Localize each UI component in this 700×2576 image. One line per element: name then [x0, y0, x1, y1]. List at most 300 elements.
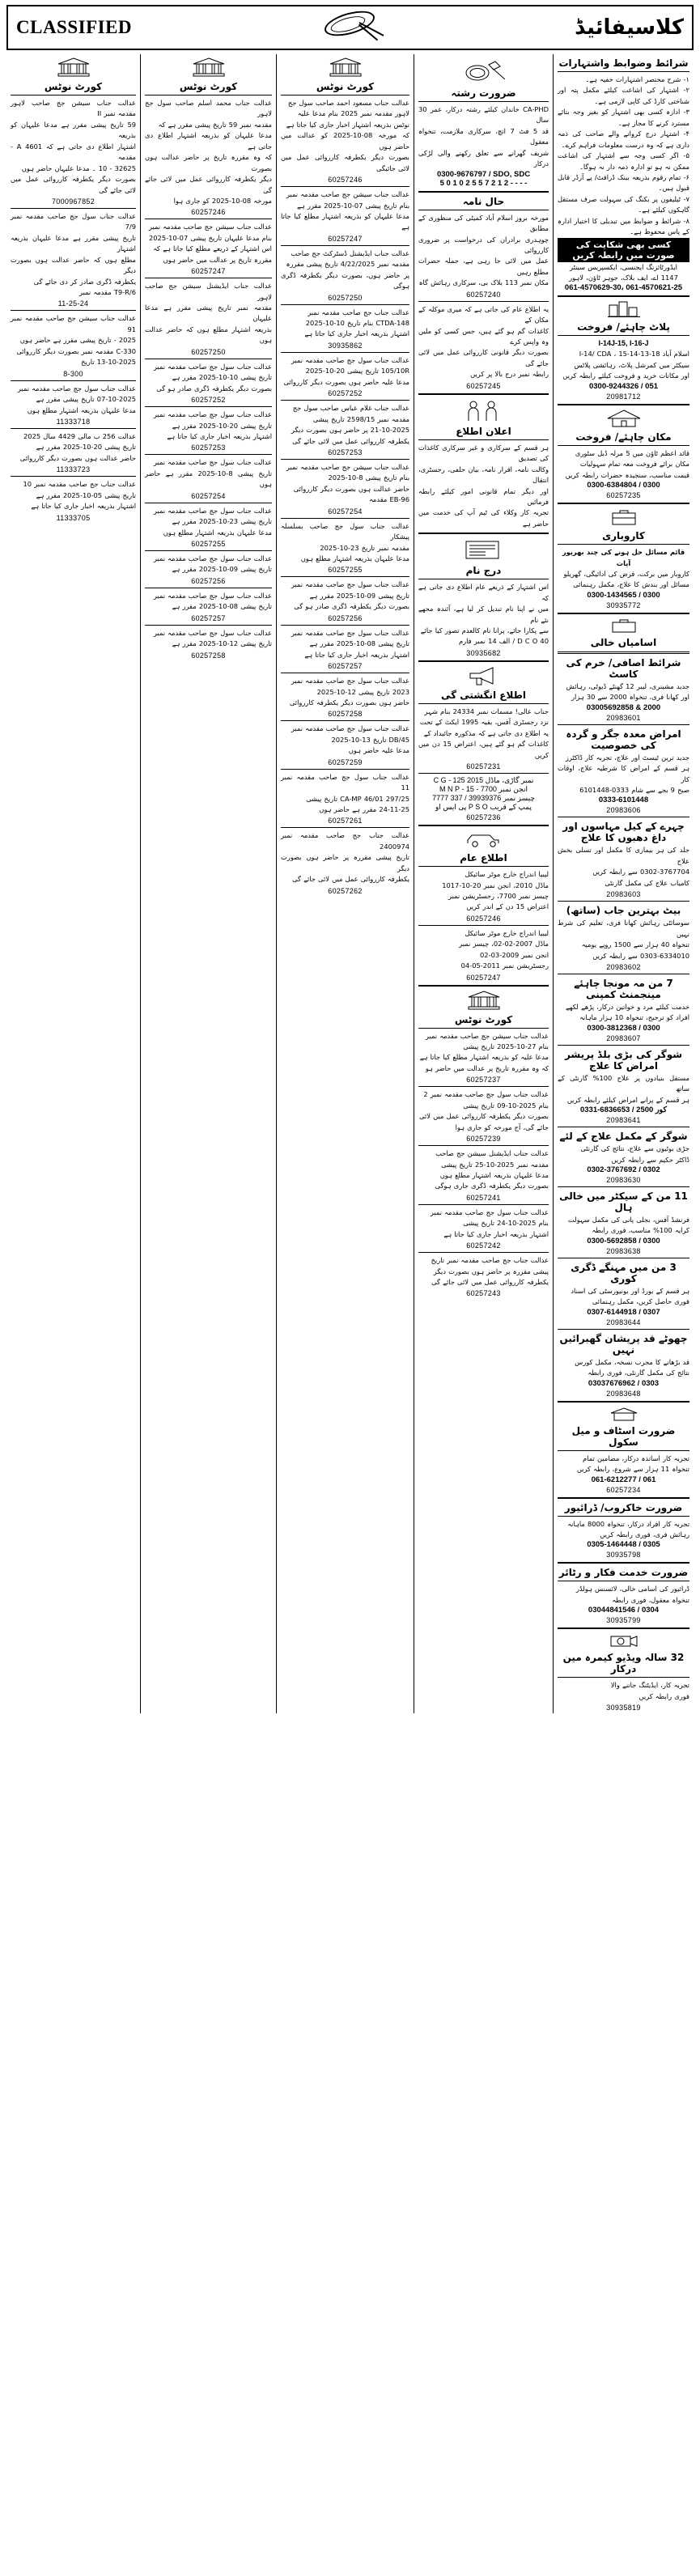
- ad-reference: 11-25-24: [57, 299, 89, 308]
- court-notice: [145, 410, 272, 452]
- court-notice: [145, 591, 272, 622]
- ad-line: بصورت دیگر یکطرفہ ڈگری صادر ہو گی: [156, 384, 272, 393]
- ad-line: بنام 2025-10-09 تاریخ پیشی: [463, 1101, 549, 1110]
- section-heading-rishta: ضرورت رشتہ: [451, 87, 516, 99]
- ad-line: تاریخ پیشی 08-10-2025 مقرر ہے: [309, 639, 409, 648]
- newspaper-icon: [418, 537, 549, 562]
- ad-line: مسائل اور بندش کا علاج، مکمل رہنمائی: [573, 580, 689, 589]
- ad-reference: 60257253: [191, 443, 226, 452]
- ad-line: جائے گی، آج مورخہ کو جاری ہوا: [455, 1122, 549, 1131]
- ad-reference: 60257234: [606, 1485, 641, 1494]
- job-ad: [558, 1190, 689, 1255]
- job-phone: 0300-3812368 / 0300: [587, 1023, 660, 1033]
- ad-line: تجربہ کار وکلاء کی ٹیم آپ کی خدمت میں حاضر ہے: [418, 508, 549, 528]
- job-title: ضرورت اسٹاف و میل سکول: [571, 1424, 676, 1448]
- ad-line: عدالت جناب سول جج صاحب مقدمہ نمبر: [153, 410, 272, 419]
- term-item: ۱- شرح مختصر اشتہارات خفیہ ہے۔: [585, 75, 689, 83]
- ad-line: مطلع ہوں کہ حاضر عدالت ہوں بصورت دیگر: [11, 255, 136, 275]
- business-bag-icon: [558, 507, 689, 527]
- job-phone: 0331-6836653 / 2500 کور: [579, 1106, 667, 1115]
- ad-line: مستقل بنیادوں پر علاج 100% گارنٹی کے ساتھ: [558, 1073, 689, 1093]
- ad-reference: 20983648: [606, 1389, 641, 1398]
- court-notice-body: [418, 1148, 549, 1192]
- ad-line: مدعا علیہان بذریعہ اشتہار مطلع ہوں: [27, 405, 136, 414]
- briefcase-icon: [558, 617, 689, 634]
- ad-line: خدمت کیلئے مرد و خواتین درکار، پڑھے لکھے: [566, 1002, 689, 1011]
- ad-reference: 60257236: [466, 813, 501, 822]
- court-notice: [281, 248, 409, 302]
- ad-line: عدالت جناب سول جج صاحب مقدمہ نمبر: [291, 724, 409, 733]
- column-court-notices-3: [276, 54, 414, 1713]
- ad-line: اشتہار بذریعہ اخبار جاری کیا جاتا ہے: [443, 1229, 549, 1238]
- ad-line: سیکٹر میں کمرشل پلاٹ، رہائشی پلاٹس: [574, 360, 689, 369]
- ad-reference: 60257250: [328, 293, 363, 302]
- ad-line: بنام تاریخ پیشی 07-10-2025 مقرر ہے: [296, 201, 409, 210]
- ad-line: لاہور مقدمہ نمبر 2025 بنام مدعا علیہ: [297, 109, 409, 118]
- ad-line: نتائج کی مکمل گارنٹی، فوری رابطہ: [588, 1369, 689, 1377]
- ad-line: ہر قسم کے سرکاری و غیر سرکاری کاغذات کی تصدیق: [418, 443, 549, 463]
- court-notice: [281, 308, 409, 350]
- ad-line: رابطہ نمبر درج بالا پر کریں: [470, 370, 549, 379]
- ad-line: پر حاضر ہوں، بصورت دیگر یکطرفہ ڈگری ہوگی: [281, 270, 409, 291]
- court-notice: [11, 313, 136, 377]
- section-heading-plots: پلاٹ چاہئے/ فروخت: [577, 321, 670, 333]
- court-notice-body: [418, 1089, 549, 1133]
- ad-line: 59 تاریخ پیشی مقرر ہے مدعا علیہان کو بذریعہ: [11, 120, 136, 140]
- ad-reference: 60257250: [191, 347, 226, 356]
- ad-reference: 20983638: [606, 1246, 641, 1255]
- ad-line: 07-10-2025 تاریخ پیشی مقرر ہے: [36, 395, 136, 404]
- ad-line: بصورت دیگر یکطرفہ کارروائی عمل میں لائی: [419, 1112, 549, 1121]
- alert-body: [418, 707, 549, 761]
- ad-line: دیگر یکطرفہ کارروائی عمل میں لائی جائے گی: [145, 175, 272, 194]
- ad-line: اشتہار بذریعہ اخبار جاری کیا جاتا ہے: [304, 650, 409, 659]
- ad-line: 2023 تاریخ پیشی 12-10-2025: [316, 687, 409, 696]
- ad-reference: 60257246: [466, 914, 501, 923]
- section-heading-notice: حال نامہ: [462, 195, 505, 207]
- ad-reference: 60257241: [466, 1193, 501, 1202]
- ad-reference: 60257243: [466, 1289, 501, 1298]
- ad-line: ماڈل 2010، انجن نمبر 20-10-1017: [442, 881, 549, 889]
- ad-line: تاریخ پیشی 09-10-2025 مقرر ہے: [172, 565, 272, 574]
- ad-line: بنام تاریخ پیشی 8-10-2025: [328, 473, 409, 482]
- ad-line: 148-CTDA بنام تاریخ 10-10-2025: [305, 319, 409, 327]
- term-item: ۵- اگر کسی وجہ سے اشتہار کی اشاعت ممکن نہ ہو تو ادارہ ذمہ دار نہ ہوگا۔: [558, 151, 689, 171]
- ad-line: بصورت دیگر یکطرفہ ڈگری جاری ہوگی: [435, 1182, 549, 1190]
- ad-line: 21-10-2025 پر حاضر ہوں بصورت دیگر: [291, 426, 409, 435]
- ad-line: 13-10-2025 تاریخ: [81, 358, 136, 367]
- ad-line: کہ وہ مقررہ تاریخ پر حاضر عدالت ہوں بصورت: [145, 153, 272, 172]
- ad-line: یہ اطلاع دی جاتی ہے کہ مذکورہ جائیداد کے: [423, 728, 549, 737]
- job-phone: 061-6212277 / 061: [591, 1475, 656, 1484]
- job-title: چھوٹے قد پریشان گھبرائیں نہیں: [559, 1332, 688, 1356]
- column-court-notices-5: [6, 54, 140, 1713]
- term-item: ۴- اشتہار درج کروانے والے صاحب کی ذمہ داری ہے کہ وہ درست معلومات فراہم کرے۔: [558, 129, 689, 149]
- ad-reference: 60257252: [191, 396, 226, 405]
- ad-reference: 7000967852: [51, 197, 95, 206]
- ad-line: اشتہار بذریعہ اخبار جاری کیا جاتا ہے: [304, 329, 409, 338]
- rishta-phone: 0300-9676797 / SDO, SDC: [436, 169, 531, 179]
- ad-line: عدالت جناب سیشن جج صاحب مقدمہ نمبر: [286, 190, 409, 199]
- ad-line: تاریخ پیشی 08-10-2025 مقرر ہے: [172, 602, 272, 611]
- term-item: ۸- شرائط و ضوابط میں تبدیلی کا اختیار ادارہ کے پاس محفوظ ہے۔: [558, 216, 689, 236]
- ad-reference: 60257246: [328, 176, 363, 185]
- job-ad: [558, 821, 689, 898]
- ad-line: عدالت جناب ایڈیشنل سیشن جج صاحب لاہور: [145, 282, 272, 301]
- ad-line: عدالت جناب سول جج صاحب مقدمہ نمبر 2: [423, 1090, 549, 1099]
- column-rishta-and-notices: [414, 54, 553, 1713]
- job-title: بیٹ بہترین جاب (ساتھ): [566, 905, 681, 917]
- house-ad-body: [558, 448, 689, 481]
- ad-reference: 60257247: [328, 234, 363, 243]
- ad-reference: 60257254: [328, 507, 363, 516]
- court-notice: [145, 457, 272, 499]
- ad-line: قیمت مناسب، سنجیدہ حضرات رابطہ کریں: [565, 470, 689, 479]
- ad-reference: 60257257: [328, 662, 363, 671]
- ad-line: لیبیا اندراج خارج موٹر سائیکل: [465, 870, 549, 879]
- job-phone: 03037676962 / 0303: [588, 1378, 660, 1388]
- ad-line: تاریخ پیشی 20-10-2025 مقرر ہے: [172, 421, 272, 430]
- ad-line: مقدمہ نمبر 2025-10-25 تاریخ پیشی: [441, 1160, 549, 1169]
- term-item: ۲- اشتہار کی اشاعت کیلئے مکمل پتہ اور شناختی کارڈ کی کاپی لازمی ہے۔: [558, 86, 689, 105]
- ad-line: یکطرفہ کارروائی عمل میں لائی جائے گی: [292, 875, 409, 884]
- ad-line: تاریخ پیشی 12-10-2025 مقرر ہے: [172, 639, 272, 648]
- page-title-urdu: کلاسیفائیڈ: [575, 15, 684, 40]
- ad-reference: 30935682: [466, 648, 501, 657]
- ad-line: سوسائٹی رہائش کھانا فری، تعلیم کی شرط نہیں: [558, 919, 689, 938]
- ad-line: عدالت جناب سیشن جج صاحب مقدمہ نمبر: [148, 223, 272, 231]
- job-phone: 0305-1464448 / 0305: [587, 1540, 660, 1550]
- ad-line: مدعا علیہ حاضر ہوں بصورت دیگر کارروائی: [283, 377, 409, 386]
- ad-line: کاغذات گم ہو گئے ہیں، اعتراض 15 دن میں کریں: [418, 740, 549, 759]
- ad-line: مقدمہ نمبر 2598/15 تاریخ پیشی: [312, 414, 409, 423]
- ad-reference: 11333718: [56, 417, 91, 426]
- ad-line: اعتراض 15 دن کے اندر کریں: [466, 902, 549, 911]
- job-phone: 0302-3767692 / 0302: [587, 1165, 660, 1174]
- ad-line: چوہدری برادران کی درخواست پر ضروری کارروائی: [418, 235, 549, 254]
- ad-reference: 20981712: [606, 392, 641, 401]
- ad-line: بنام 2025-10-24 تاریخ پیشی: [463, 1219, 549, 1228]
- ad-line: تجربہ کار افراد درکار، تنخواہ 8000 ماہانہ: [567, 1519, 689, 1528]
- ad-line: تاریخ پیشی مقرر ہے مدعا علیہان بذریعہ اشتہار: [11, 233, 136, 253]
- ad-line: بصورت دیگر یکطرفہ ڈگری صادر ہو گی: [294, 602, 409, 611]
- building-plot-icon: [558, 300, 689, 318]
- ad-reference: 60257256: [191, 576, 226, 585]
- ad-line: مدعا علیہان بذریعہ اشتہار مطلع ہوں: [439, 1170, 549, 1179]
- section-heading-name-change: درج نام: [465, 565, 502, 577]
- ad-line: جدید ترین ٹیسٹ اور علاج، تجربہ کار ڈاکٹرز: [565, 753, 689, 762]
- ad-reference: 30935799: [606, 1616, 641, 1625]
- ad-line: عدالت جناب جج صاحب مقدمہ نمبر تاریخ: [431, 1256, 549, 1265]
- ad-reference: 20983644: [606, 1318, 641, 1326]
- ad-line: یکطرفہ کارروائی عمل میں لائی جائے گی: [292, 436, 409, 445]
- ad-line: عدالت جناب سیشن جج صاحب مقدمہ نمبر 91: [11, 314, 136, 333]
- booking-note: کسی بھی شکایت کی صورت میں رابطہ کریں: [558, 238, 689, 262]
- ad-line: رہائش فری، فوری رابطہ کریں: [600, 1530, 689, 1538]
- terms-list: [558, 74, 689, 238]
- term-item: ۶- تمام رقوم بذریعہ بینک ڈرافٹ/ پے آرڈر قابل قبول ہیں۔: [558, 172, 689, 193]
- court-notice: [145, 281, 272, 356]
- ad-line: عدالت جناب مسعود احمد صاحب سول جج: [287, 99, 409, 107]
- job-phone: 03044841546 / 0304: [588, 1606, 660, 1615]
- job-title: شوگر کی بڑی بلڈ پریشر امراض کا علاج: [564, 1048, 683, 1072]
- ad-line: مقدمہ نمبر تاریخ پیشی مقرر ہے مدعا علیہان: [145, 303, 272, 323]
- ad-reference: 11333723: [56, 465, 91, 474]
- ad-line: حاضر عدالت ہوں بصورت دیگر کارروائی: [293, 484, 409, 493]
- ad-line: افراد کو ترجیح، تنخواہ 10 ہزار ماہانہ: [579, 1013, 689, 1022]
- vehicle-line: 7777 چیسز نمبر 39939376 / 337: [432, 794, 535, 803]
- job-title: ضرورت خدمت فکار و رٹائر: [558, 1567, 689, 1579]
- ad-reference: 60257255: [191, 540, 226, 548]
- section-heading-business: کاروباری: [602, 530, 645, 542]
- column-court-notices-4: [140, 54, 276, 1713]
- ad-reference: 60257258: [191, 651, 226, 660]
- ad-line: عدالت جناب جج صاحب مقدمہ نمبر 10: [23, 480, 136, 489]
- ad-reference: 60257231: [466, 762, 501, 771]
- job-ad: [558, 728, 689, 815]
- ad-line: مدعا علیہ حاضر ہوں: [348, 746, 409, 755]
- ad-reference: 60257258: [328, 710, 363, 719]
- ad-line: اشتہار بذریعہ اخبار جاری کیا جاتا ہے: [167, 431, 272, 440]
- ad-reference: 60257235: [606, 491, 641, 500]
- ad-line: بذریعہ اشتہار مطلع ہوں کہ حاضر عدالت ہوں: [145, 325, 272, 345]
- notice-body: [418, 304, 549, 380]
- ad-line: عدالت جناب ایڈیشنل سیشن جج صاحب: [435, 1149, 549, 1158]
- ad-reference: 60257253: [328, 448, 363, 456]
- job-title: چہرے کے کیل مہاسوں اور داغ دھبوں کا علاج: [562, 821, 685, 844]
- vehicle-line: C G - 125 نمبر گاڑی، ماڈل 2015: [433, 776, 534, 785]
- megaphone-icon: [418, 665, 549, 686]
- ad-line: مورخہ بروز اسلام آباد کمیٹی کی منظوری کے مطابق: [418, 213, 549, 233]
- ad-line: مکان نمبر 113 بلاک بی، سرکاری رہائش گاہ: [418, 278, 549, 287]
- ad-reference: 30935862: [328, 341, 363, 350]
- ad-line: عدالت جناب جج صاحب مقدمہ نمبر: [308, 308, 409, 316]
- masthead: [6, 5, 694, 50]
- agency-address: [558, 262, 689, 284]
- ad-reference: 20983630: [606, 1176, 641, 1184]
- ad-line: نوٹس بذریعہ اشتہار اخبار جاری کیا جاتا ہے: [286, 120, 409, 129]
- ad-reference: 30935819: [606, 1704, 641, 1712]
- job-title: شوگر کے مکمل علاج کے لئے: [559, 1131, 688, 1143]
- ad-reference: 60257247: [191, 267, 226, 276]
- court-notice-body: [418, 1255, 549, 1288]
- job-ad: [558, 1262, 689, 1326]
- ad-line: صبح 9 بجے سے شام 0333-6101448: [579, 786, 689, 794]
- court-notice: [145, 554, 272, 585]
- ad-reference: 60257261: [328, 817, 363, 825]
- ad-line: عدالت جناب ایڈیشنل ڈسٹرکٹ جج صاحب: [291, 248, 409, 257]
- court-notice: [11, 384, 136, 426]
- ad-reference: 60257257: [191, 613, 226, 622]
- ad-line: تاریخ پیشی 23-10-2025 مقرر ہے: [172, 517, 272, 526]
- vehicle-details: [418, 776, 549, 812]
- court-notice: [145, 506, 272, 548]
- ad-line: تجربہ کار، ایڈیٹنگ جاننے والا: [610, 1681, 689, 1690]
- ad-line: اور دیگر تمام قانونی امور کیلئے رابطہ فرمائیں: [418, 486, 549, 506]
- ad-line: مدعا علیہان کو بذریعہ اشتہار اطلاع دی جاتی ہے: [145, 131, 272, 151]
- job-phone: 0333-6101448: [598, 796, 649, 805]
- court-icon: [11, 57, 136, 78]
- ad-line: جڑی بوٹیوں سے علاج، نتائج کی گارنٹی: [580, 1144, 689, 1153]
- ad-line: عدالت جناب سول جج صاحب مقدمہ نمبر: [153, 554, 272, 562]
- ad-line: قد 5 فٹ 7 انچ، سرکاری ملازمت، تنخواہ معقول: [418, 126, 549, 146]
- ad-line: کہ مورخہ 08-10-2025 کو عدالت میں حاضر ہوں: [281, 131, 409, 151]
- plot-code: I-14J-15, I-16-J: [598, 339, 649, 348]
- ad-line: 32625 - 10 ۔ مدعا علیہان حاضر ہوں: [21, 163, 136, 172]
- ad-line: قد بڑھانے کا مجرب نسخہ، مکمل کورس: [575, 1357, 689, 1366]
- ad-reference: 60257240: [466, 290, 501, 299]
- ad-line: عدالت 256 ب مالی 4429 سال 2025: [23, 431, 136, 440]
- ad-line: 297/25 CA-MP 46/01 تاریخ پیشی: [306, 794, 409, 803]
- court-notice: [11, 479, 136, 521]
- ad-line: ماڈل 2007-02-02، چیسز نمبر: [459, 940, 549, 948]
- ad-line: رجسٹریشن نمبر 2011-05-04: [460, 961, 549, 970]
- ad-line: مدعا علیہ کو بذریعہ اشتہار مطلع کیا جاتا ہے: [419, 1053, 549, 1062]
- ad-reference: 60257259: [328, 758, 363, 766]
- court-notice: [281, 579, 409, 622]
- job-title: 11 من کے سیکٹر میں خالی ہال: [559, 1190, 688, 1213]
- ad-line: فرنشڈ آفس، بجلی پانی کی مکمل سہولت: [567, 1216, 689, 1224]
- page-title-english: CLASSIFIED: [16, 17, 133, 37]
- ad-line: اشتہار اطلاع دی جاتی ہے کہ 4601 A - مقدمہ: [11, 142, 136, 162]
- ad-line: C-330 مقدمہ نمبر بصورت دیگر کارروائی: [16, 346, 136, 355]
- rishta-phone-2: 5 0 1 0 2 5 5 7 2 1 2 - - - -: [439, 178, 528, 188]
- ad-line: فوری حاصل کریں، مکمل رہنمائی: [592, 1297, 689, 1306]
- ad-line: بصورت دیگر یکطرفہ کارروائی عمل میں لائی جائیگی: [281, 153, 409, 172]
- term-item: ۳- ادارہ کسی بھی اشتہار کو بغیر وجہ بتائے مسترد کرنے کا مجاز ہے۔: [558, 108, 689, 127]
- job-title: امراض معدہ جگر و گردہ کی خصوصیت: [566, 728, 681, 751]
- ad-line: تاریخ پیشی 05-10-2025 مقرر ہے: [36, 490, 136, 499]
- ad-line: مقدمہ نمبر 59 تاریخ پیشی مقرر ہے کہ: [158, 120, 272, 129]
- ad-reference: 11333705: [56, 513, 91, 522]
- address-line: ایڈورٹائزنگ ایجنسی، ایکسپریس سینٹر: [570, 262, 677, 271]
- court-notice: [145, 628, 272, 660]
- ad-line: فوری رابطہ کریں: [638, 1691, 689, 1700]
- ad-line: اس اشتہار کے ذریعے عام اطلاع دی جاتی ہے کہ: [418, 583, 549, 602]
- public-notice-body: [418, 928, 549, 972]
- court-notice-body: [418, 1031, 549, 1075]
- ad-reference: 30935772: [606, 601, 641, 609]
- ad-line: عدالت جناب سول جج صاحب مقدمہ نمبر: [291, 628, 409, 637]
- court-notice: [281, 830, 409, 894]
- ad-line: اور کھانا فری، تنخواہ 2000 سے 30 ہزار: [571, 693, 689, 702]
- camera-icon: [558, 1632, 689, 1649]
- ad-line: مقدمہ نمبر تاریخ 23-10-2025: [320, 543, 409, 552]
- ad-line: T9-R/6 مقدمہ نمبر: [79, 288, 136, 296]
- ad-line: تنخواہ 40 ہزار سے 1500 روپے یومیہ: [581, 940, 689, 949]
- job-ad: [558, 1049, 689, 1124]
- court-notice: [281, 628, 409, 670]
- ad-line: کاروبار میں برکت، قرض کی ادائیگی، گھریلو: [563, 569, 689, 578]
- term-item: ۷- ٹیلیفون پر بکنگ کی سہولت صرف مستقل گاہکوں کیلئے ہے۔: [558, 194, 689, 214]
- court-notice: [281, 98, 409, 184]
- ad-line: بصورت دیگر یکطرفہ کارروائی عمل میں لائی جائے گی: [11, 175, 136, 194]
- ad-line: جناب عالی! مسمات نمبر 24334 بنام شہر: [424, 707, 549, 715]
- business-ad-body: [558, 569, 689, 591]
- court-notice: [281, 189, 409, 243]
- job-phone: 0307-6144918 / 0307: [587, 1307, 660, 1317]
- ad-line: تنخواہ معقول، فوری رابطہ: [612, 1595, 689, 1604]
- ring-icon: [418, 57, 549, 84]
- job-title: ضرورت خاکروب/ ڈرائیور: [564, 1501, 683, 1513]
- section-heading-alert: اطلاع انگشتی گی: [440, 689, 527, 701]
- ad-line: عدالت جناب سول جج صاحب مقدمہ نمبر: [17, 384, 136, 393]
- ad-reference: 20983603: [606, 890, 641, 899]
- job-ad: [558, 1652, 689, 1712]
- ad-line: CA-PHD خاندان کیلئے رشتہ درکار، عمر 30 سال: [418, 105, 549, 125]
- job-title: 7 من مہ مونجا چاہئے مینجمنٹ کمپنی: [574, 977, 673, 1000]
- ad-line: 2025 - تاریخ پیشی مقرر ہے حاضر ہوں: [19, 336, 136, 345]
- ad-line: شریف گھرانے سے تعلق رکھنے والی لڑکی درکار: [418, 148, 549, 168]
- column-terms-and-jobs: [553, 54, 694, 1713]
- jobs-heading: اسامیاں خالی: [590, 636, 657, 648]
- ad-line: بنام 27-10-2025 تاریخ پیشی: [463, 1042, 549, 1050]
- court-notice: [145, 222, 272, 275]
- ad-line: 45/DB تاریخ 13-10-2025: [331, 735, 409, 744]
- ad-line: بنام مدعا علیہان تاریخ پیشی 07-10-2025: [148, 233, 272, 242]
- court-notice: [11, 211, 136, 308]
- ad-line: مقدمہ نمبر 4/22/2025 تاریخ پیشی مقررہ: [286, 260, 409, 269]
- ad-line: عدالت جناب سول جج صاحب مقدمہ نمبر: [153, 628, 272, 637]
- ad-line: عدالت جناب سیشن جج صاحب مقدمہ نمبر: [425, 1031, 549, 1040]
- section-heading-court: کورٹ نوٹس: [454, 1013, 513, 1025]
- address-line: 1147 اے، ایف بلاک، جوہر ٹاؤن، لاہور: [569, 274, 678, 282]
- ad-line: عدالت جناب غلام عباس صاحب سول جج: [292, 404, 409, 413]
- rishta-ad-body: [418, 104, 549, 170]
- notice-body: [418, 213, 549, 289]
- ad-reference: 20983606: [606, 806, 641, 815]
- ad-line: عمل میں لائی جا رہی ہے، جملہ حضرات مطلع رہیں: [418, 257, 549, 276]
- ad-reference: 60257254: [191, 491, 226, 500]
- ad-line: اشتہار بذریعہ اخبار جاری کیا جاتا ہے: [31, 502, 136, 511]
- ad-reference: 20983601: [606, 713, 641, 722]
- ad-line: بصورت دیگر قانونی کارروائی عمل میں لائی جائے گی: [418, 348, 549, 367]
- ad-line: کہ وہ مقررہ تاریخ پر عدالت میں حاضر ہو: [425, 1063, 549, 1072]
- public-notice-body: [418, 869, 549, 913]
- job-phone: 0300-5692858 / 0300: [587, 1236, 660, 1246]
- ad-line: مکان برائے فروخت معہ تمام سہولیات: [579, 460, 689, 469]
- section-heading-court: کورٹ نوٹس: [179, 81, 238, 92]
- ad-line: میں نے اپنا نام تبدیل کر لیا ہے، آئندہ مجھے نئے نام: [418, 605, 549, 624]
- court-notice: [11, 98, 136, 206]
- ad-reference: 8-300: [63, 369, 83, 378]
- court-notice: [145, 98, 272, 216]
- magnifier-icon: [309, 9, 398, 46]
- terms-heading: شرائط وضوابط واشتہارات: [558, 57, 689, 69]
- section-heading-court: کورٹ نوٹس: [44, 81, 103, 92]
- job-title: 32 سالہ ویڈیو کیمرہ مین درکار: [562, 1652, 685, 1675]
- section-heading-public-notice: اطلاع عام: [460, 852, 507, 864]
- job-ad: [558, 1131, 689, 1184]
- court-icon: [281, 57, 409, 78]
- ad-reference: 60257252: [328, 389, 363, 398]
- ad-line: عدالت جناب جج صاحب مقدمہ نمبر 2400974: [281, 831, 409, 851]
- ad-line: اسلام آباد I-14/ CDA ، 15-14-13-18: [579, 350, 689, 359]
- business-ad-title: قائم مسائل حل ہونے کی چند بھرپور آیات: [562, 548, 685, 567]
- ad-line: عدالت جناب سول جج صاحب مقدمہ نمبر: [291, 355, 409, 364]
- ad-line: یہ اطلاع عام کی جاتی ہے کہ میری موکلہ کے مکان کے: [418, 304, 549, 325]
- plot-ad-body: [558, 349, 689, 381]
- ad-reference: 20983602: [606, 962, 641, 971]
- section-heading-announcement: اعلان اطلاع: [456, 425, 511, 437]
- ad-line: 0302-3767704 سے رابطہ کریں: [592, 868, 689, 876]
- job-title: شرائط اصافی/ خرم کی کاسٹ: [566, 656, 681, 680]
- job-ad: [558, 978, 689, 1042]
- ad-line: اور مکانات خرید و فروخت کیلئے رابطہ کریں: [562, 371, 689, 380]
- ad-reference: 60257256: [328, 613, 363, 622]
- ad-line: یکطرفہ کارروائی عمل میں لائی جائے گی: [431, 1278, 549, 1286]
- ad-line: 105/10R تاریخ پیشی 20-10-2025: [305, 367, 409, 376]
